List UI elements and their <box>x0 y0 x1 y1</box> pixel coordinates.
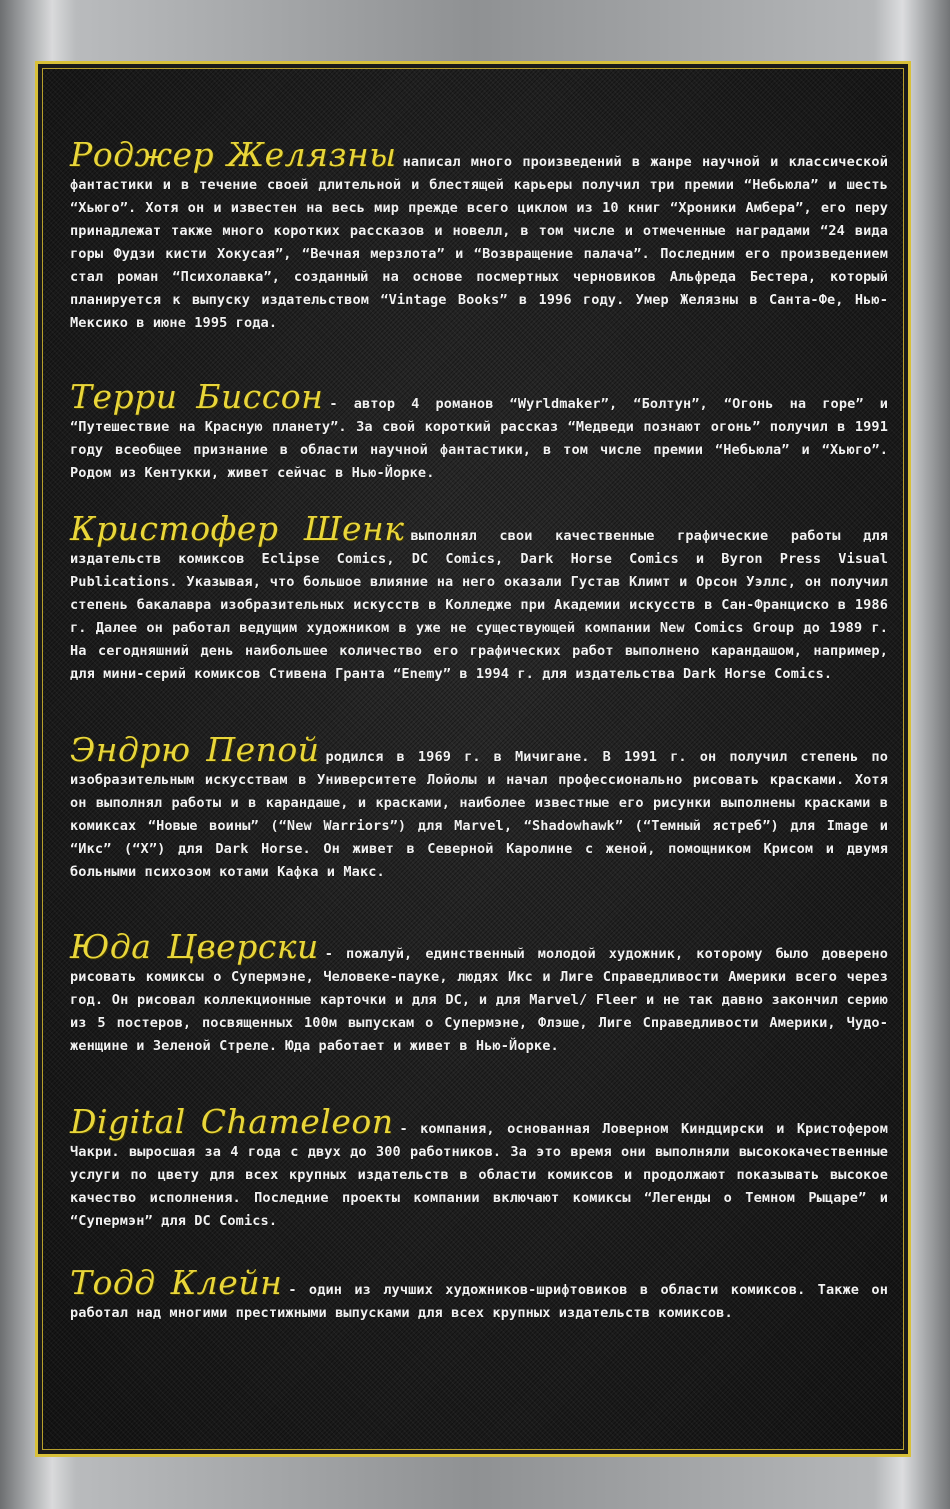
bio-name: Тодд Клейн <box>70 1263 283 1302</box>
bio-text: - автор 4 романов “Wyrldmaker”, “Болтун”, “Огонь на горе” и “Путешествие на Красную планету”. За свой короткий рассказ “Медведи познают огонь” получил в 1991 году всеобщее признание в области научной фантастики, в том числе премии “Небьюла” и “Хьюго”. Родом из Кентукки, живет сейчас в Нью-Йорке. <box>70 396 889 481</box>
bio-bisson <box>70 377 889 485</box>
bio-name: Юда Цверски <box>70 927 319 966</box>
bio-text: - один из лучших художников-шрифтовиков в области комиксов. Также он работал над многими престижными выпусками для всех крупных издательств комиксов. <box>70 1282 888 1321</box>
bio-name: Эндрю Пепой <box>70 730 320 769</box>
bio-zelazny <box>70 135 888 335</box>
bio-text: написал много произведений в жанре научной и классической фантастики и в течение своей длительной и блестящей карьеры получил три премии “Небьюла” и шесть “Хьюго”. Хотя он и известен на весь мир прежде всего циклом из 10 книг “Хроники Амбера”, его перу принадлежат также много коротких рассказов и новелл, в том числе и отмеченные наградами “24 вида горы Фудзи кисти Хокусая”, “Вечная мерзлота” и “Возвращение палача”. Последним его произведением стал роман “Психолавка”, созданный на основе посмертных черновиков Альфреда Бестера, который планируется к выпуску издательством “Vintage Books” в 1996 году. Умер Желязны в Санта-Фе, Нью-Мексико в июне 1995 года. <box>70 154 888 331</box>
bio-klein <box>70 1263 888 1325</box>
bio-text: родился в 1969 г. в Мичигане. В 1991 г. он получил степень по изобразительным искусствам в Университете Лойолы и начал профессионально рисовать красками. Хотя он выполнял работы и в карандаше, и красками, наиболее известные его рисунки выполнены красками в комиксах “Новые воины” (“New Warriors”) для Marvel, “Shadowhawk” (“Темный ястреб”) для Image и “Икс” (“X”) для Dark Horse. Он живет в Северной Каролине с женой, помощником Крисом и двумя больными психозом котами Кафка и Макс. <box>70 749 888 880</box>
bio-text: - пожалуй, единственный молодой художник, которому было доверено рисовать комиксы о Супермэне, Человеке-пауке, людях Икс и Лиге Справедливости Америки всего через год. Он рисовал коллекционные карточки и для DC, и для Marvel/ Fleer и не так давно закончил серию из 5 постеров, посвященных 100м выпускам о Супермэне, Флэше, Лиге Справедливости Америки, Чудо-женщине и Зеленой Стреле. Юда работает и живет в Нью-Йорке. <box>70 946 888 1054</box>
bio-name: Digital Chameleon <box>70 1102 394 1141</box>
bio-text: выполнял свои качественные графические работы для издательств комиксов Eclipse Comics, DC Comics, Dark Horse Comics и Byron Press Visual Publications. Указывая, что большое влияние на него оказали Густав Климт и Орсон Уэллс, он получил степень бакалавра изобразительных искусств в Колледже при Академии искусств в Сан-Франциско в 1986 г. Далее он работал ведущим художником в уже не существующей компании New Comics Group до 1989 г. На сегодняшний день наибольшее количество его графических работ выполнено карандашом, например, для мини-серий комиксов Стивена Гранта “Enemy” в 1994 г. для издательства Dark Horse Comics. <box>70 528 888 682</box>
bio-name: Роджер Желязны <box>70 135 397 174</box>
bio-name: Терри Биссон <box>70 377 324 416</box>
bio-name: Кристофер Шенк <box>70 509 405 548</box>
bio-pepoy <box>70 730 888 884</box>
bio-digital-chameleon <box>70 1102 888 1233</box>
bio-text: - компания, основанная Ловерном Киндцирски и Кристофером Чакри. выросшая за 4 года с двух до 300 работников. За это время они выполняли высококачественные услуги по цвету для всех крупных издательств в области комиксов и продолжают показывать высокое качество исполнения. Последние проекты компании включают комиксы “Легенды о Темном Рыцаре” и “Супермэн” для DC Comics. <box>70 1121 888 1229</box>
bio-schenck <box>70 509 888 686</box>
bio-cwiersky <box>70 927 888 1058</box>
